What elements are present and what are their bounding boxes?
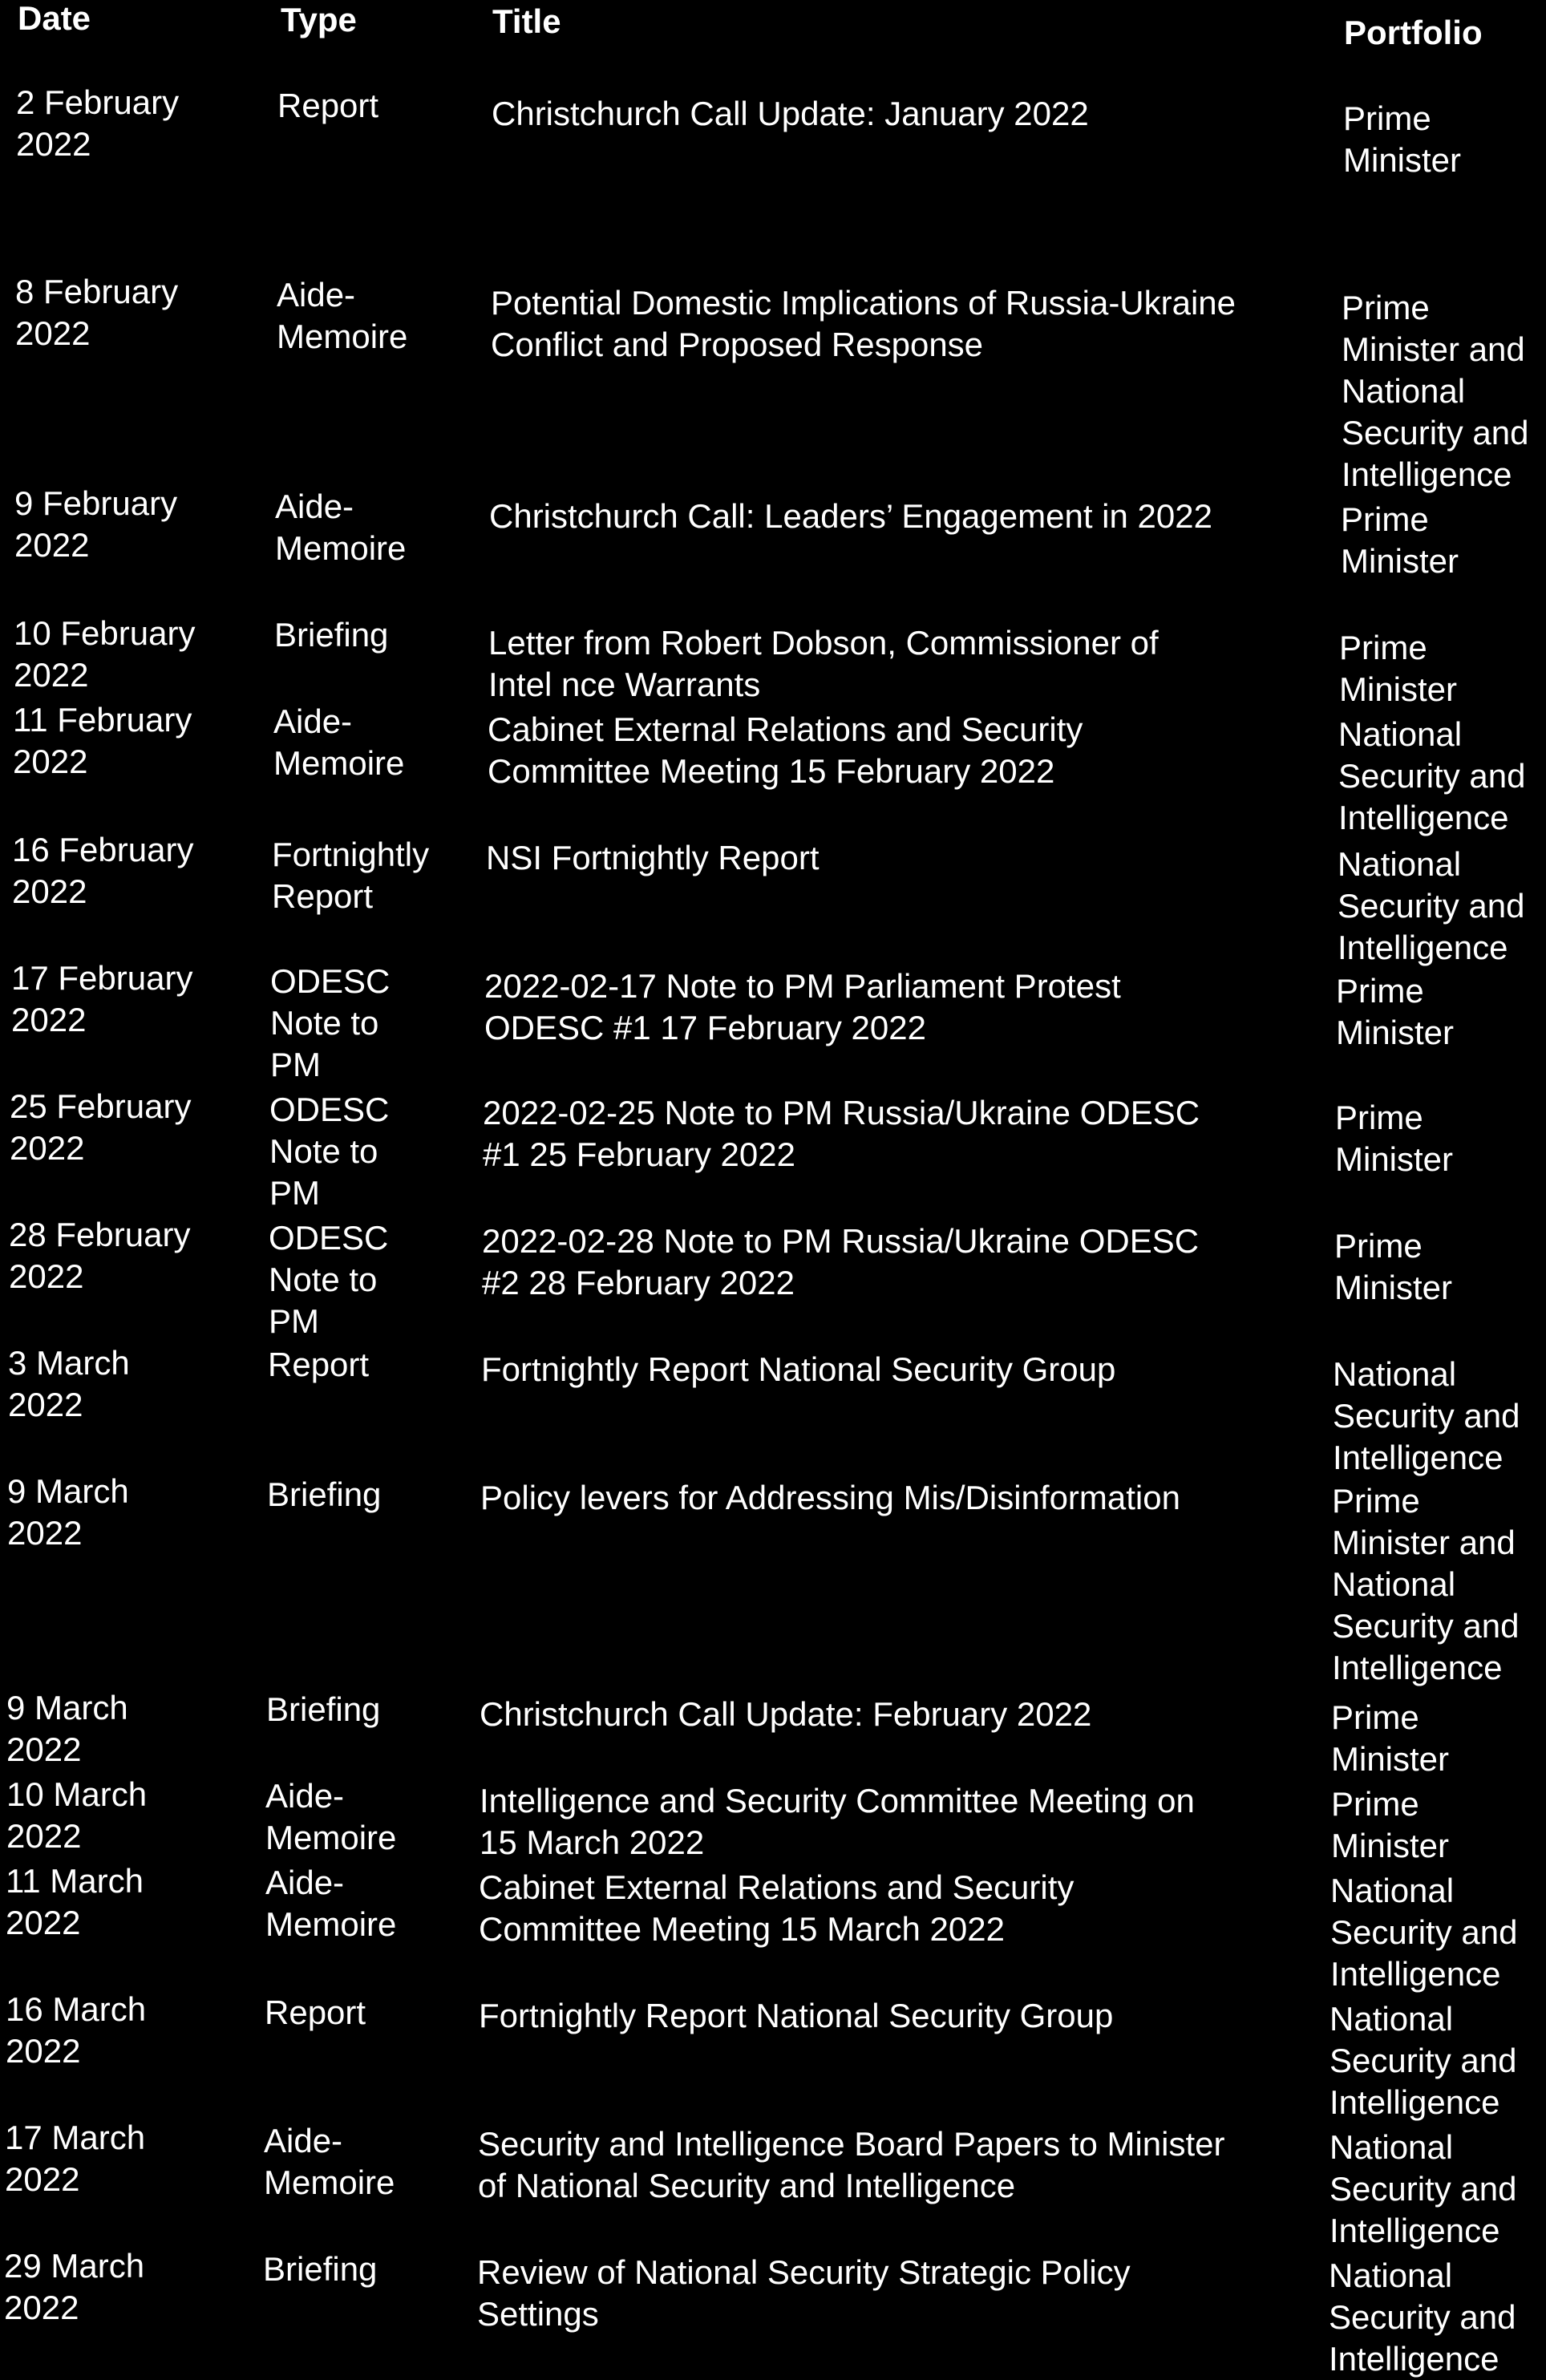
header-date: Date [18,0,91,37]
row-type: ODESC Note to PM [269,1219,389,1340]
row-date: 9 March 2022 [6,1689,128,1768]
row-type: Briefing [274,616,389,654]
row-title: NSI Fortnightly Report [486,839,820,876]
row-title: Cabinet External Relations and Security Committee Meeting 15 February 2022 [488,710,1083,790]
row-type: Report [268,1346,370,1383]
row-title: Potential Domestic Implications of Russia-Ukraine Conflict and Proposed Response [491,284,1236,363]
row-date: 16 February 2022 [12,831,194,910]
row-portfolio: Prime Minister [1339,629,1458,708]
row-portfolio: Prime Minister [1331,1698,1450,1778]
row-portfolio: National Security and Intelligence [1338,715,1526,836]
row-portfolio: Prime Minister [1343,99,1462,179]
row-portfolio: National Security and Intelligence [1338,845,1525,966]
row-date: 11 February 2022 [13,701,192,780]
header-portfolio: Portfolio [1344,14,1483,51]
row-type: Aide- Memoire [265,1864,397,1943]
row-type: Aide- Memoire [273,702,405,782]
header-title: Title [492,2,561,40]
row-type: Fortnightly Report [272,836,430,915]
row-date: 11 March 2022 [6,1862,144,1941]
row-portfolio: Prime Minister and National Security and Intelligence [1342,289,1529,493]
row-portfolio: Prime Minister [1336,972,1455,1051]
row-title: 2022-02-28 Note to PM Russia/Ukraine ODESC #2 28 February 2022 [482,1222,1200,1301]
row-portfolio: Prime Minister [1334,1227,1453,1306]
header-type: Type [281,1,357,38]
row-portfolio: Prime Minister and National Security and Intelligence [1332,1482,1520,1686]
row-portfolio: National Security and Intelligence [1329,2257,1516,2378]
row-type: Report [277,87,379,124]
row-title: Letter from Robert Dobson, Commissioner of Intel nce Warrants [488,624,1159,703]
row-date: 10 March 2022 [6,1775,148,1855]
row-portfolio: Prime Minister [1331,1785,1450,1864]
row-portfolio: National Security and Intelligence [1329,2000,1517,2121]
row-title: Cabinet External Relations and Security Committee Meeting 15 March 2022 [479,1868,1075,1948]
row-portfolio: Prime Minister [1335,1099,1454,1178]
row-date: 10 February 2022 [14,614,196,694]
row-type: Aide- Memoire [265,1777,397,1856]
row-portfolio: Prime Minister [1341,500,1459,580]
row-date: 25 February 2022 [10,1087,192,1167]
row-date: 9 February 2022 [14,484,178,564]
row-portfolio: National Security and Intelligence [1333,1355,1520,1476]
row-type: Aide- Memoire [264,2122,395,2201]
row-title: Christchurch Call Update: February 2022 [480,1695,1092,1733]
row-type: Briefing [267,1475,382,1513]
row-title: Review of National Security Strategic Policy Settings [477,2253,1131,2333]
row-type: Briefing [266,1690,381,1728]
row-title: Fortnightly Report National Security Group [481,1350,1116,1388]
row-portfolio: National Security and Intelligence [1329,2128,1517,2249]
row-title: Fortnightly Report National Security Group [479,1997,1114,2034]
row-date: 16 March 2022 [6,1990,147,2070]
row-type: Briefing [263,2250,378,2288]
row-date: 28 February 2022 [9,1216,191,1295]
row-type: Report [265,1993,366,2031]
row-title: Policy levers for Addressing Mis/Disinformation [480,1479,1180,1516]
row-date: 9 March 2022 [7,1472,129,1552]
row-type: Aide- Memoire [275,488,407,567]
row-type: ODESC Note to PM [269,1091,390,1212]
row-title: Christchurch Call: Leaders’ Engagement in 2022 [489,497,1212,535]
row-date: 3 March 2022 [8,1344,130,1423]
row-title: Security and Intelligence Board Papers to Minister of National Security and Intelligence [478,2125,1225,2204]
row-type: ODESC Note to PM [270,962,391,1083]
row-date: 2 February 2022 [16,83,180,163]
row-title: 2022-02-25 Note to PM Russia/Ukraine ODESC #1 25 February 2022 [483,1094,1200,1173]
row-title: 2022-02-17 Note to PM Parliament Protest ODESC #1 17 February 2022 [484,967,1121,1046]
row-date: 29 March 2022 [4,2247,145,2326]
row-type: Aide- Memoire [277,276,408,355]
row-date: 8 February 2022 [15,273,179,352]
row-title: Intelligence and Security Committee Meeting on 15 March 2022 [480,1782,1195,1861]
row-portfolio: National Security and Intelligence [1330,1872,1518,1993]
row-title: Christchurch Call Update: January 2022 [492,95,1089,132]
row-date: 17 March 2022 [5,2119,146,2198]
row-date: 17 February 2022 [11,959,193,1038]
